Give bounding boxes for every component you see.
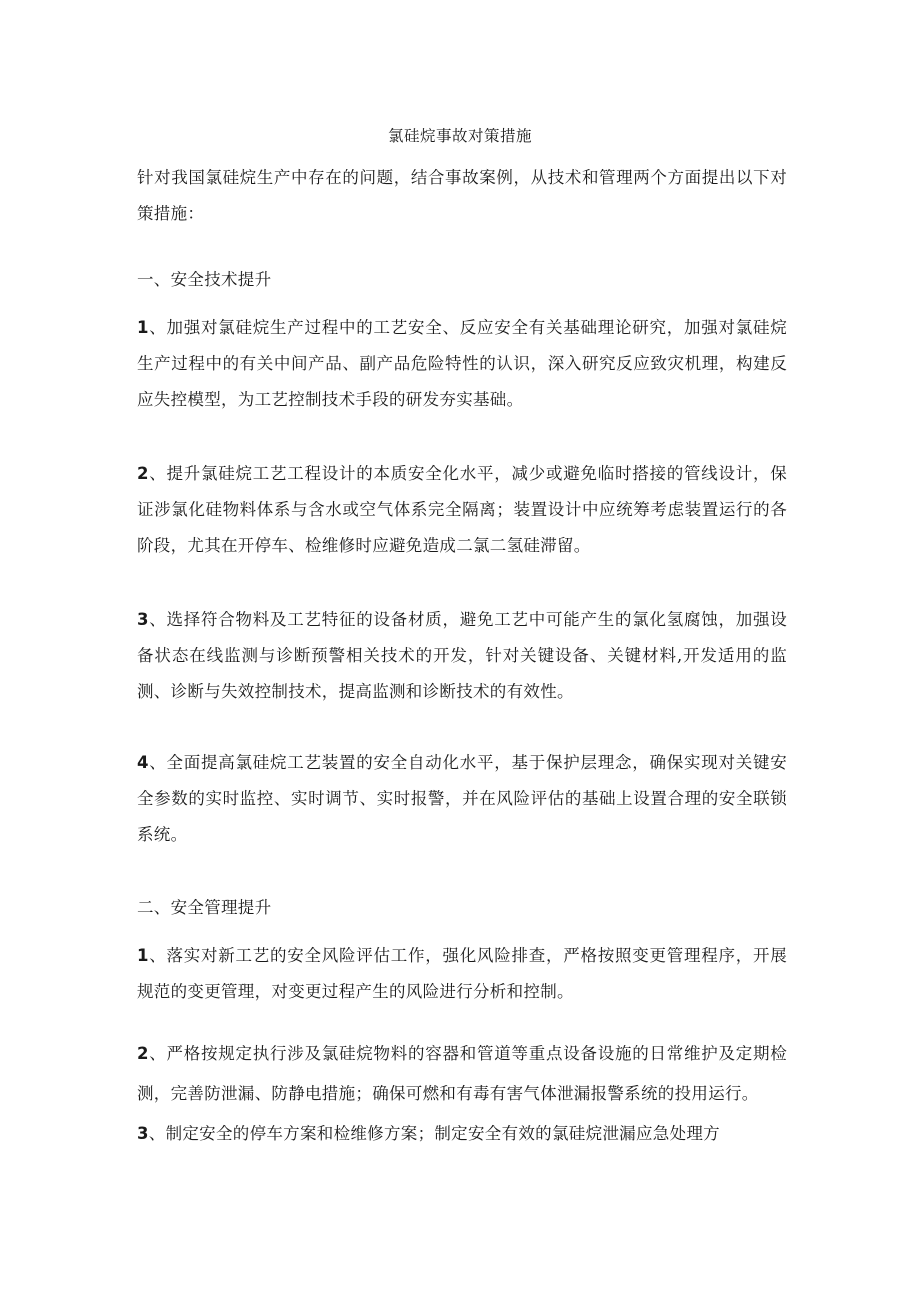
- item-number: 2: [137, 1044, 149, 1063]
- item-text: 、加强对氯硅烷生产过程中的工艺安全、反应安全有关基础理论研究，加强对氯硅烷生产过程中的有关中间产品、副产品危险特性的认识，深入研究反应致灾机理，构建反应失控模型，为工艺控制技术手段的研发夯实基础。: [137, 318, 787, 409]
- item-number: 1: [137, 946, 149, 965]
- item-number: 2: [137, 464, 149, 483]
- item-text: 、落实对新工艺的安全风险评估工作，强化风险排查，严格按照变更管理程序，开展规范的变更管理，对变更过程产生的风险进行分析和控制。: [137, 946, 787, 1001]
- item-text: 、制定安全的停车方案和检维修方案；制定安全有效的氯硅烷泄漏应急处理方: [148, 1124, 720, 1143]
- document-title: 氯硅烷事故对策措施: [387, 127, 532, 145]
- item-number: 1: [137, 318, 149, 337]
- list-item: [137, 1116, 787, 1152]
- list-item: [137, 1034, 787, 1114]
- section-heading-technology: 一、安全技术提升: [137, 270, 272, 289]
- item-number: 3: [137, 610, 149, 629]
- item-text: 、选择符合物料及工艺特征的设备材质，避免工艺中可能产生的氯化氢腐蚀，加强设备状态在线监测与诊断预警相关技术的开发，针对关键设备、关键材料,开发适用的监测、诊断与失效控制技术，提高监测和诊断技术的有效性。: [137, 610, 787, 701]
- section-heading-management: 二、安全管理提升: [137, 898, 272, 917]
- item-number: 3: [137, 1124, 149, 1143]
- item-text: 、全面提高氯硅烷工艺装置的安全自动化水平，基于保护层理念，确保实现对关键安全参数的实时监控、实时调节、实时报警，并在风险评估的基础上设置合理的安全联锁系统。: [137, 753, 787, 844]
- list-item: [137, 310, 787, 418]
- item-number: 4: [137, 753, 149, 772]
- list-item: [137, 456, 787, 564]
- list-item: [137, 745, 787, 853]
- list-item: [137, 938, 787, 1010]
- item-text: 、提升氯硅烷工艺工程设计的本质安全化水平，减少或避免临时搭接的管线设计，保证涉氯化硅物料体系与含水或空气体系完全隔离；装置设计中应统筹考虑装置运行的各阶段，尤其在开停车、检维修时应避免造成二氯二氢硅滞留。: [137, 464, 787, 555]
- item-text: 、严格按规定执行涉及氯硅烷物料的容器和管道等重点设备设施的日常维护及定期检测，完善防泄漏、防静电措施；确保可燃和有毒有害气体泄漏报警系统的投用运行。: [137, 1044, 787, 1103]
- list-item: [137, 602, 787, 710]
- intro-paragraph: 针对我国氯硅烷生产中存在的问题，结合事故案例，从技术和管理两个方面提出以下对策措施：: [137, 168, 787, 223]
